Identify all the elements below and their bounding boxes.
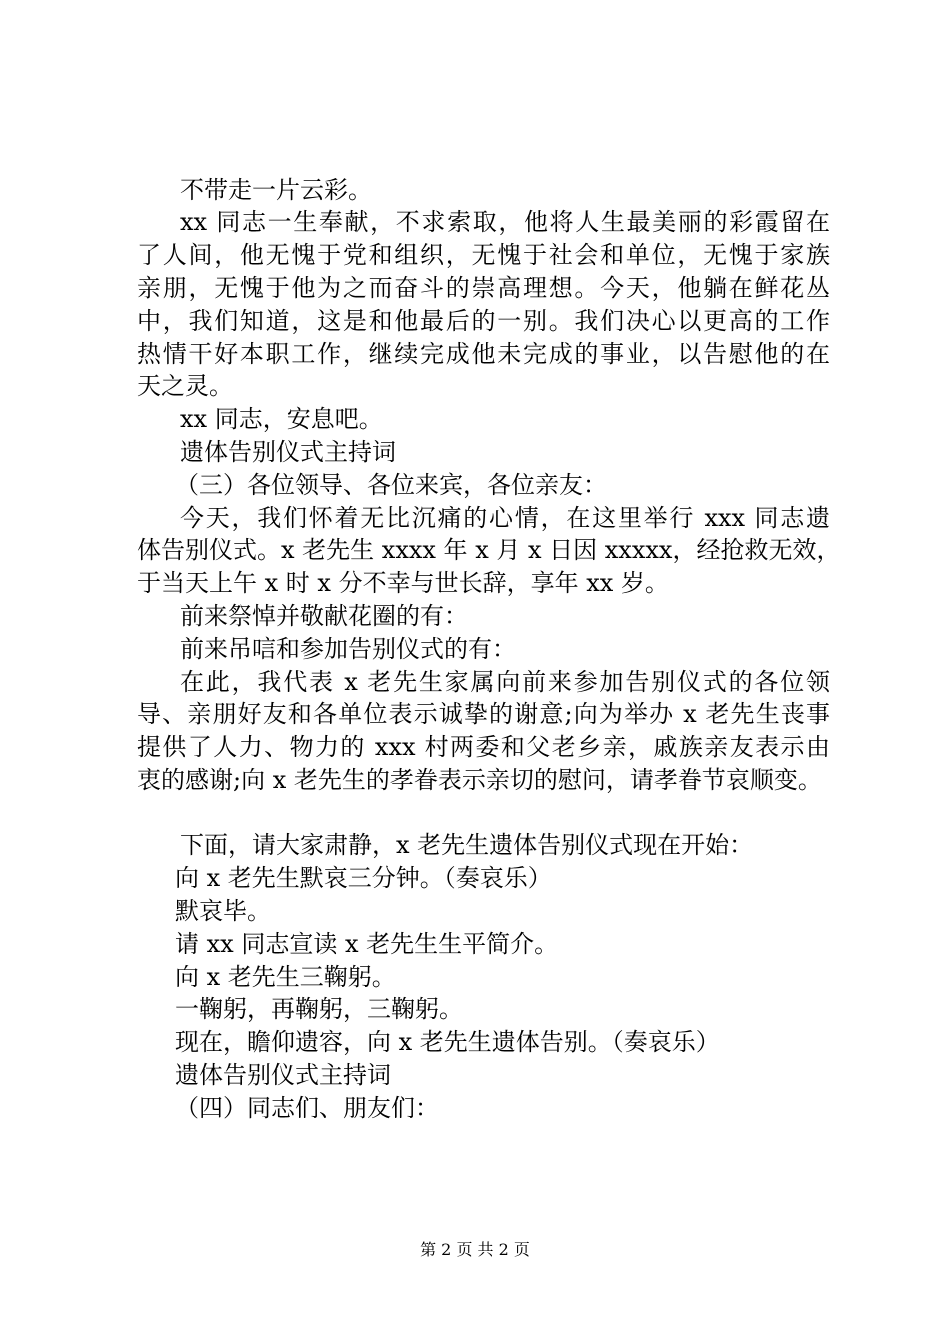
text-line: 向 x 老先生默哀三分钟。（奏哀乐） bbox=[175, 864, 552, 892]
text-line: 前来祭悼并敬献花圈的有： bbox=[180, 602, 468, 630]
text-line: 向 x 老先生三鞠躬。 bbox=[175, 963, 396, 991]
text-line: 在此，我代表 x 老先生家属向前来参加告别仪式的各位领 bbox=[180, 668, 830, 696]
text-line: 一鞠躬，再鞠躬，三鞠躬。 bbox=[175, 995, 463, 1023]
text-line: 前来吊唁和参加告别仪式的有： bbox=[180, 635, 516, 663]
text-line: 今天，我们怀着无比沉痛的心情，在这里举行 xxx 同志遗 bbox=[180, 504, 830, 532]
text-line: 了人间，他无愧于党和组织，无愧于社会和单位，无愧于家族 bbox=[137, 241, 830, 269]
text-line: （四）同志们、朋友们： bbox=[175, 1094, 439, 1122]
text-line: 导、亲朋好友和各单位表示诚挚的谢意;向为举办 x 老先生丧事 bbox=[137, 700, 830, 728]
text-line: 提供了人力、物力的 xxx 村两委和父老乡亲，戚族亲友表示由 bbox=[137, 733, 830, 761]
text-line: 衷的感谢;向 x 老先生的孝眷表示亲切的慰问，请孝眷节哀顺变。 bbox=[137, 766, 822, 794]
text-line: 体告别仪式。x 老先生 xxxx 年 x 月 x 日因 xxxxx，经抢救无效， bbox=[137, 536, 841, 564]
text-line: 请 xx 同志宣读 x 老先生生平简介。 bbox=[175, 930, 559, 958]
text-line: 中，我们知道，这是和他最后的一别。我们决心以更高的工作 bbox=[137, 307, 830, 335]
text-line: 不带走一片云彩。 bbox=[180, 176, 372, 204]
text-line: 天之灵。 bbox=[137, 372, 233, 400]
text-line: （三）各位领导、各位来宾，各位亲友： bbox=[175, 471, 607, 499]
text-line: 默哀毕。 bbox=[175, 897, 271, 925]
text-line: 现在，瞻仰遗容，向 x 老先生遗体告别。（奏哀乐） bbox=[175, 1028, 720, 1056]
text-line: 亲朋，无愧于他为之而奋斗的崇高理想。今天，他躺在鲜花丛 bbox=[137, 274, 830, 302]
text-line: xx 同志，安息吧。 bbox=[180, 405, 383, 433]
text-line: 热情干好本职工作，继续完成他未完成的事业，以告慰他的在 bbox=[137, 340, 830, 368]
text-line: 于当天上午 x 时 x 分不幸与世长辞，享年 xx 岁。 bbox=[137, 569, 669, 597]
text-line: 下面，请大家肃静，x 老先生遗体告别仪式现在开始： bbox=[180, 831, 754, 859]
section-heading: 遗体告别仪式主持词 bbox=[175, 1061, 391, 1089]
text-line: xx 同志一生奉献，不求索取，他将人生最美丽的彩霞留在 bbox=[180, 208, 830, 236]
page-footer: 第 2 页 共 2 页 bbox=[420, 1240, 530, 1259]
section-heading: 遗体告别仪式主持词 bbox=[180, 438, 396, 466]
